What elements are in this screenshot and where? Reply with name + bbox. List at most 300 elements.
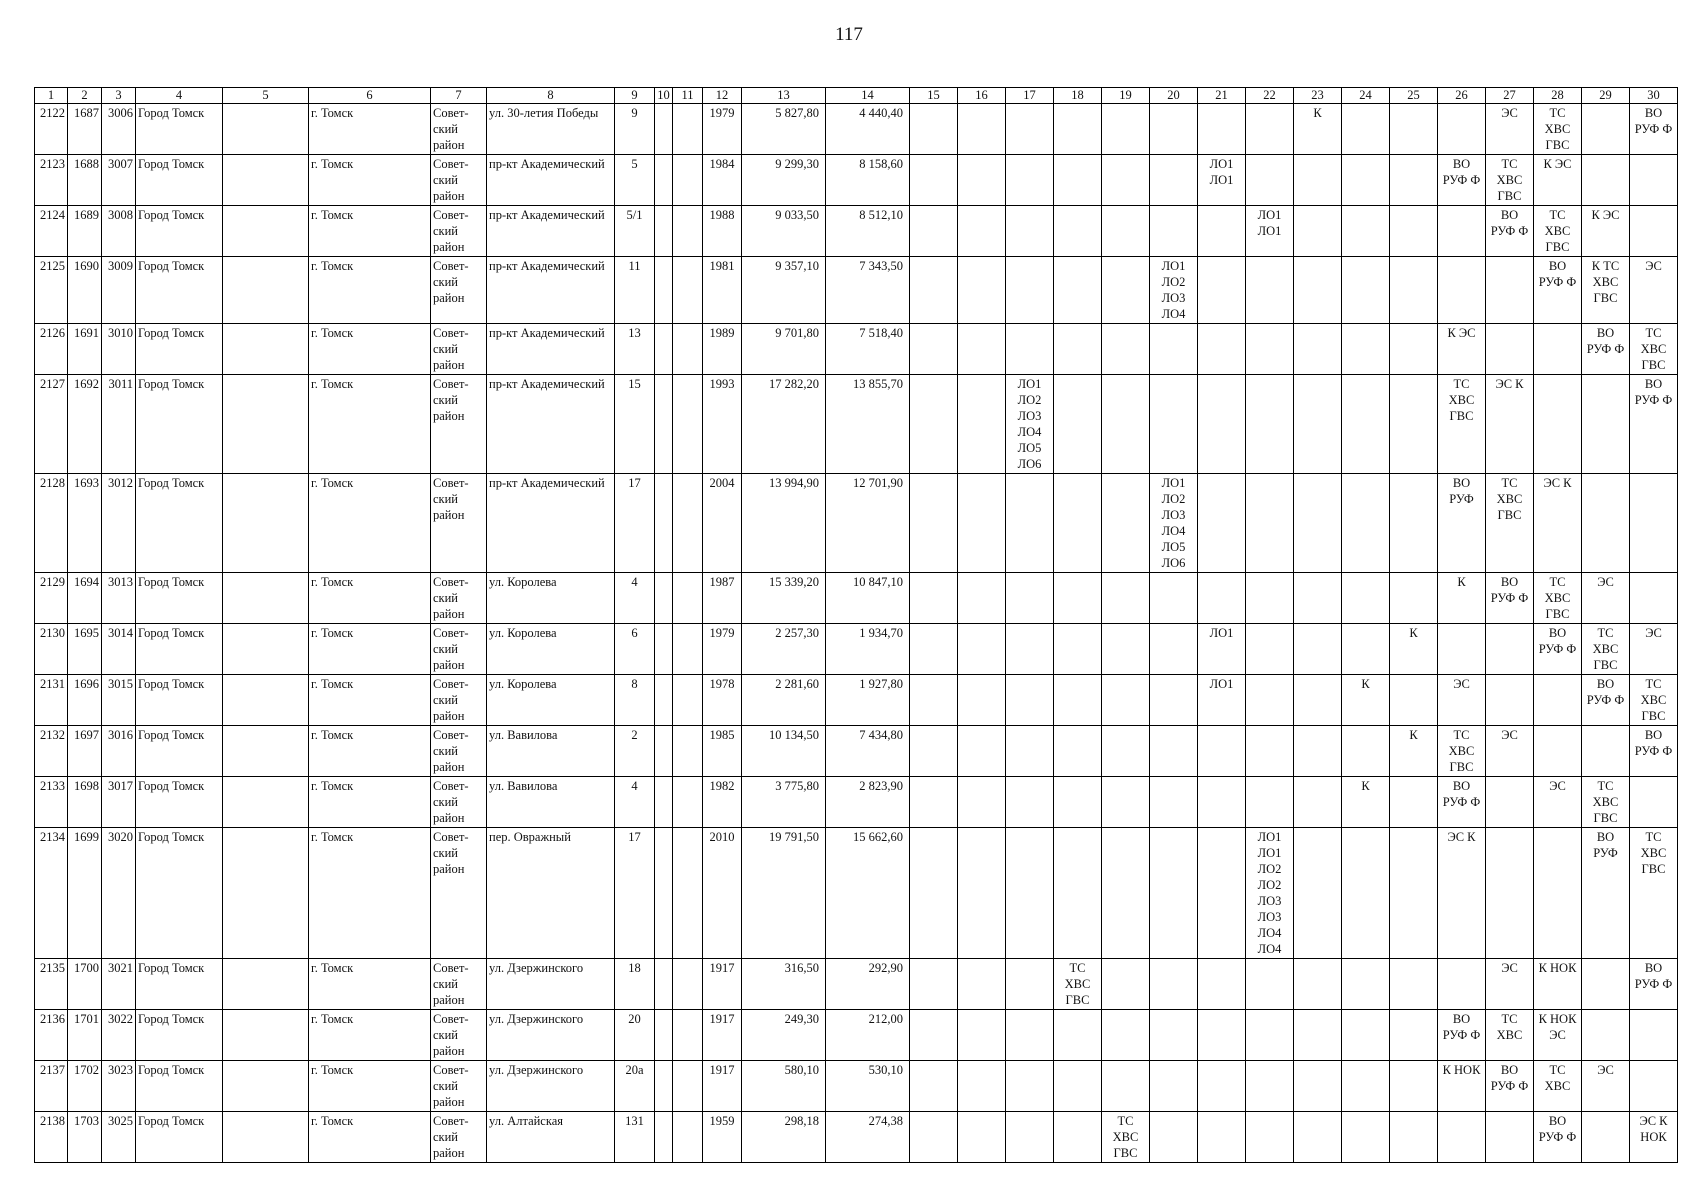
street-cell: ул. 30-летия Победы [487, 104, 615, 155]
total-area-cell: 17 282,20 [742, 375, 826, 474]
column-header-14: 14 [826, 88, 910, 104]
work-col-20-cell [1150, 104, 1198, 155]
table-row [35, 474, 1678, 573]
work-col-29-cell [1582, 104, 1630, 155]
column-header-2: 2 [68, 88, 102, 104]
row-number-cell: 2135 [35, 959, 68, 1010]
work-col-15-cell [910, 155, 958, 206]
work-col-30-cell: ЭС К НОК [1630, 1112, 1678, 1163]
column-header-9: 9 [615, 88, 655, 104]
municipality-cell: Город Томск [136, 573, 223, 624]
col-11-cell [673, 104, 703, 155]
work-col-26-cell: К НОК [1438, 1061, 1486, 1112]
work-col-23-cell: К [1294, 104, 1342, 155]
work-col-18-cell [1054, 573, 1102, 624]
work-col-16-cell [958, 959, 1006, 1010]
house-number-cell: 2 [615, 726, 655, 777]
work-col-18-cell [1054, 1112, 1102, 1163]
work-col-16-cell [958, 155, 1006, 206]
col-11-cell [673, 324, 703, 375]
col-11-cell [673, 1061, 703, 1112]
column-header-7: 7 [431, 88, 487, 104]
locality-cell: г. Томск [309, 1010, 431, 1061]
work-col-28-cell [1534, 828, 1582, 959]
municipality-cell: Город Томск [136, 828, 223, 959]
col-10-cell [655, 828, 673, 959]
table-row [35, 375, 1678, 474]
municipality-cell: Город Томск [136, 777, 223, 828]
column-header-30: 30 [1630, 88, 1678, 104]
col-11-cell [673, 474, 703, 573]
locality-cell: г. Томск [309, 1112, 431, 1163]
col-10-cell [655, 959, 673, 1010]
work-col-26-cell: ЭС [1438, 675, 1486, 726]
col-11-cell [673, 675, 703, 726]
work-col-21-cell [1198, 573, 1246, 624]
total-area-cell: 249,30 [742, 1010, 826, 1061]
work-col-30-cell: ВО РУФ Ф [1630, 726, 1678, 777]
living-area-cell: 13 855,70 [826, 375, 910, 474]
object-number-cell: 1687 [68, 104, 102, 155]
work-col-26-cell: ВО РУФ Ф [1438, 1010, 1486, 1061]
district-cell: Совет- ский район [431, 777, 487, 828]
work-col-17-cell [1006, 777, 1054, 828]
work-col-17-cell [1006, 206, 1054, 257]
house-number-cell: 5/1 [615, 206, 655, 257]
work-col-26-cell [1438, 1112, 1486, 1163]
record-id-cell: 3022 [102, 1010, 136, 1061]
district-cell: Совет- ский район [431, 726, 487, 777]
work-col-21-cell [1198, 324, 1246, 375]
district-cell: Совет- ский район [431, 206, 487, 257]
object-number-cell: 1690 [68, 257, 102, 324]
work-col-23-cell [1294, 777, 1342, 828]
work-col-19-cell [1102, 155, 1150, 206]
work-col-30-cell [1630, 474, 1678, 573]
municipality-cell: Город Томск [136, 155, 223, 206]
row-number-cell: 2138 [35, 1112, 68, 1163]
table-row [35, 777, 1678, 828]
record-id-cell: 3011 [102, 375, 136, 474]
work-col-15-cell [910, 675, 958, 726]
year-built-cell: 1979 [703, 104, 742, 155]
work-col-28-cell: ВО РУФ Ф [1534, 257, 1582, 324]
work-col-21-cell [1198, 959, 1246, 1010]
col-11-cell [673, 573, 703, 624]
work-col-22-cell [1246, 324, 1294, 375]
total-area-cell: 10 134,50 [742, 726, 826, 777]
work-col-19-cell [1102, 959, 1150, 1010]
work-col-24-cell [1342, 959, 1390, 1010]
work-col-29-cell: ТС ХВС ГВС [1582, 777, 1630, 828]
work-col-23-cell [1294, 324, 1342, 375]
work-col-28-cell [1534, 675, 1582, 726]
work-col-30-cell [1630, 777, 1678, 828]
row-number-cell: 2125 [35, 257, 68, 324]
work-col-26-cell [1438, 104, 1486, 155]
work-col-19-cell [1102, 573, 1150, 624]
column-header-21: 21 [1198, 88, 1246, 104]
work-col-24-cell [1342, 726, 1390, 777]
work-col-29-cell [1582, 375, 1630, 474]
street-cell: ул. Королева [487, 624, 615, 675]
year-built-cell: 1993 [703, 375, 742, 474]
work-col-16-cell [958, 257, 1006, 324]
work-col-22-cell [1246, 474, 1294, 573]
settlement-type-cell [223, 1061, 309, 1112]
record-id-cell: 3021 [102, 959, 136, 1010]
house-number-cell: 17 [615, 828, 655, 959]
column-header-10: 10 [655, 88, 673, 104]
settlement-type-cell [223, 959, 309, 1010]
locality-cell: г. Томск [309, 155, 431, 206]
object-number-cell: 1689 [68, 206, 102, 257]
work-col-29-cell: ЭС [1582, 573, 1630, 624]
year-built-cell: 1985 [703, 726, 742, 777]
work-col-19-cell [1102, 104, 1150, 155]
work-col-18-cell [1054, 828, 1102, 959]
row-number-cell: 2133 [35, 777, 68, 828]
work-col-27-cell [1486, 257, 1534, 324]
work-col-30-cell [1630, 1010, 1678, 1061]
work-col-17-cell [1006, 257, 1054, 324]
col-11-cell [673, 959, 703, 1010]
work-col-24-cell: К [1342, 777, 1390, 828]
work-col-27-cell [1486, 675, 1534, 726]
work-col-18-cell [1054, 1010, 1102, 1061]
settlement-type-cell [223, 104, 309, 155]
work-col-17-cell [1006, 104, 1054, 155]
work-col-29-cell: ВО РУФ Ф [1582, 675, 1630, 726]
work-col-18-cell: ТС ХВС ГВС [1054, 959, 1102, 1010]
table-row [35, 257, 1678, 324]
work-col-21-cell [1198, 777, 1246, 828]
work-col-17-cell [1006, 155, 1054, 206]
work-col-18-cell [1054, 474, 1102, 573]
work-col-30-cell: ТС ХВС ГВС [1630, 828, 1678, 959]
row-number-cell: 2128 [35, 474, 68, 573]
work-col-27-cell [1486, 1112, 1534, 1163]
work-col-15-cell [910, 206, 958, 257]
work-col-16-cell [958, 726, 1006, 777]
work-col-25-cell: К [1390, 726, 1438, 777]
work-col-27-cell [1486, 324, 1534, 375]
street-cell: пр-кт Академический [487, 155, 615, 206]
page-number: 117 [835, 24, 863, 45]
column-header-29: 29 [1582, 88, 1630, 104]
living-area-cell: 530,10 [826, 1061, 910, 1112]
settlement-type-cell [223, 324, 309, 375]
house-number-cell: 20а [615, 1061, 655, 1112]
col-10-cell [655, 206, 673, 257]
work-col-26-cell: К ЭС [1438, 324, 1486, 375]
house-number-cell: 8 [615, 675, 655, 726]
work-col-27-cell [1486, 828, 1534, 959]
living-area-cell: 292,90 [826, 959, 910, 1010]
work-col-16-cell [958, 573, 1006, 624]
work-col-27-cell: ТС ХВС ГВС [1486, 474, 1534, 573]
work-col-16-cell [958, 624, 1006, 675]
settlement-type-cell [223, 474, 309, 573]
work-col-26-cell: ВО РУФ [1438, 474, 1486, 573]
work-col-21-cell: ЛО1 ЛО1 [1198, 155, 1246, 206]
object-number-cell: 1703 [68, 1112, 102, 1163]
work-col-22-cell [1246, 726, 1294, 777]
work-col-28-cell [1534, 726, 1582, 777]
street-cell: ул. Вавилова [487, 777, 615, 828]
street-cell: ул. Алтайская [487, 1112, 615, 1163]
work-col-19-cell [1102, 474, 1150, 573]
total-area-cell: 2 281,60 [742, 675, 826, 726]
locality-cell: г. Томск [309, 959, 431, 1010]
work-col-15-cell [910, 1061, 958, 1112]
living-area-cell: 2 823,90 [826, 777, 910, 828]
street-cell: ул. Вавилова [487, 726, 615, 777]
record-id-cell: 3007 [102, 155, 136, 206]
municipality-cell: Город Томск [136, 1061, 223, 1112]
work-col-28-cell: ТС ХВС ГВС [1534, 206, 1582, 257]
object-number-cell: 1700 [68, 959, 102, 1010]
row-number-cell: 2132 [35, 726, 68, 777]
work-col-28-cell: ВО РУФ Ф [1534, 624, 1582, 675]
house-number-cell: 4 [615, 777, 655, 828]
work-col-22-cell [1246, 959, 1294, 1010]
col-10-cell [655, 624, 673, 675]
record-id-cell: 3013 [102, 573, 136, 624]
work-col-17-cell: ЛО1 ЛО2 ЛО3 ЛО4 ЛО5 ЛО6 [1006, 375, 1054, 474]
table-row [35, 726, 1678, 777]
object-number-cell: 1691 [68, 324, 102, 375]
municipality-cell: Город Томск [136, 324, 223, 375]
col-11-cell [673, 1010, 703, 1061]
work-col-17-cell [1006, 573, 1054, 624]
living-area-cell: 1 934,70 [826, 624, 910, 675]
work-col-23-cell [1294, 1061, 1342, 1112]
work-col-24-cell [1342, 474, 1390, 573]
work-col-18-cell [1054, 155, 1102, 206]
work-col-15-cell [910, 828, 958, 959]
year-built-cell: 1917 [703, 959, 742, 1010]
work-col-25-cell [1390, 474, 1438, 573]
work-col-17-cell [1006, 1010, 1054, 1061]
work-col-29-cell [1582, 1112, 1630, 1163]
work-col-23-cell [1294, 959, 1342, 1010]
living-area-cell: 7 343,50 [826, 257, 910, 324]
record-id-cell: 3016 [102, 726, 136, 777]
work-col-30-cell: ВО РУФ Ф [1630, 959, 1678, 1010]
street-cell: пр-кт Академический [487, 257, 615, 324]
work-col-25-cell [1390, 257, 1438, 324]
year-built-cell: 1989 [703, 324, 742, 375]
record-id-cell: 3015 [102, 675, 136, 726]
work-col-20-cell [1150, 828, 1198, 959]
settlement-type-cell [223, 257, 309, 324]
work-col-27-cell: ВО РУФ Ф [1486, 206, 1534, 257]
column-header-22: 22 [1246, 88, 1294, 104]
column-number-header-row [35, 88, 1678, 104]
work-col-25-cell [1390, 675, 1438, 726]
work-col-20-cell [1150, 675, 1198, 726]
work-col-22-cell [1246, 257, 1294, 324]
work-col-20-cell: ЛО1 ЛО2 ЛО3 ЛО4 [1150, 257, 1198, 324]
work-col-22-cell [1246, 573, 1294, 624]
col-10-cell [655, 573, 673, 624]
work-col-18-cell [1054, 257, 1102, 324]
work-col-15-cell [910, 1010, 958, 1061]
work-col-20-cell [1150, 155, 1198, 206]
row-number-cell: 2124 [35, 206, 68, 257]
district-cell: Совет- ский район [431, 104, 487, 155]
year-built-cell: 1982 [703, 777, 742, 828]
table-row [35, 828, 1678, 959]
living-area-cell: 7 518,40 [826, 324, 910, 375]
work-col-16-cell [958, 828, 1006, 959]
column-header-15: 15 [910, 88, 958, 104]
settlement-type-cell [223, 1112, 309, 1163]
work-col-18-cell [1054, 104, 1102, 155]
work-col-23-cell [1294, 573, 1342, 624]
locality-cell: г. Томск [309, 104, 431, 155]
work-col-25-cell [1390, 1112, 1438, 1163]
row-number-cell: 2126 [35, 324, 68, 375]
living-area-cell: 12 701,90 [826, 474, 910, 573]
work-col-25-cell [1390, 959, 1438, 1010]
column-header-19: 19 [1102, 88, 1150, 104]
work-col-19-cell [1102, 206, 1150, 257]
work-col-17-cell [1006, 828, 1054, 959]
work-col-24-cell [1342, 324, 1390, 375]
record-id-cell: 3025 [102, 1112, 136, 1163]
work-col-23-cell [1294, 675, 1342, 726]
work-col-28-cell: ВО РУФ Ф [1534, 1112, 1582, 1163]
locality-cell: г. Томск [309, 777, 431, 828]
district-cell: Совет- ский район [431, 155, 487, 206]
work-col-21-cell [1198, 1112, 1246, 1163]
work-col-22-cell [1246, 104, 1294, 155]
work-col-26-cell [1438, 206, 1486, 257]
house-number-cell: 5 [615, 155, 655, 206]
col-10-cell [655, 474, 673, 573]
work-col-25-cell [1390, 828, 1438, 959]
table-row [35, 624, 1678, 675]
col-10-cell [655, 155, 673, 206]
year-built-cell: 1917 [703, 1061, 742, 1112]
total-area-cell: 9 033,50 [742, 206, 826, 257]
work-col-19-cell [1102, 257, 1150, 324]
column-header-11: 11 [673, 88, 703, 104]
col-11-cell [673, 257, 703, 324]
work-col-29-cell: ВО РУФ Ф [1582, 324, 1630, 375]
work-col-24-cell [1342, 257, 1390, 324]
living-area-cell: 15 662,60 [826, 828, 910, 959]
column-header-5: 5 [223, 88, 309, 104]
column-header-16: 16 [958, 88, 1006, 104]
work-col-28-cell [1534, 324, 1582, 375]
col-10-cell [655, 104, 673, 155]
work-col-25-cell [1390, 777, 1438, 828]
column-header-20: 20 [1150, 88, 1198, 104]
municipality-cell: Город Томск [136, 375, 223, 474]
work-col-17-cell [1006, 624, 1054, 675]
district-cell: Совет- ский район [431, 474, 487, 573]
work-col-27-cell: ТС ХВС ГВС [1486, 155, 1534, 206]
work-col-19-cell: ТС ХВС ГВС [1102, 1112, 1150, 1163]
row-number-cell: 2136 [35, 1010, 68, 1061]
year-built-cell: 1981 [703, 257, 742, 324]
living-area-cell: 274,38 [826, 1112, 910, 1163]
year-built-cell: 1987 [703, 573, 742, 624]
record-id-cell: 3010 [102, 324, 136, 375]
municipality-cell: Город Томск [136, 206, 223, 257]
year-built-cell: 2010 [703, 828, 742, 959]
record-id-cell: 3017 [102, 777, 136, 828]
municipality-cell: Город Томск [136, 959, 223, 1010]
object-number-cell: 1695 [68, 624, 102, 675]
work-col-19-cell [1102, 375, 1150, 474]
settlement-type-cell [223, 206, 309, 257]
col-10-cell [655, 777, 673, 828]
table-row [35, 1010, 1678, 1061]
work-col-26-cell: ТС ХВС ГВС [1438, 375, 1486, 474]
street-cell: пр-кт Академический [487, 206, 615, 257]
work-col-20-cell [1150, 324, 1198, 375]
settlement-type-cell [223, 155, 309, 206]
work-col-29-cell: К ЭС [1582, 206, 1630, 257]
column-header-6: 6 [309, 88, 431, 104]
district-cell: Совет- ский район [431, 324, 487, 375]
work-col-16-cell [958, 206, 1006, 257]
work-col-21-cell [1198, 1010, 1246, 1061]
work-col-30-cell [1630, 206, 1678, 257]
district-cell: Совет- ский район [431, 675, 487, 726]
work-col-26-cell: ВО РУФ Ф [1438, 777, 1486, 828]
district-cell: Совет- ский район [431, 1112, 487, 1163]
locality-cell: г. Томск [309, 573, 431, 624]
living-area-cell: 212,00 [826, 1010, 910, 1061]
work-col-29-cell [1582, 155, 1630, 206]
row-number-cell: 2123 [35, 155, 68, 206]
record-id-cell: 3008 [102, 206, 136, 257]
table-row [35, 324, 1678, 375]
work-col-23-cell [1294, 375, 1342, 474]
house-number-cell: 4 [615, 573, 655, 624]
house-number-cell: 6 [615, 624, 655, 675]
work-col-20-cell [1150, 375, 1198, 474]
municipality-cell: Город Томск [136, 675, 223, 726]
col-10-cell [655, 1112, 673, 1163]
work-col-24-cell [1342, 828, 1390, 959]
col-11-cell [673, 375, 703, 474]
work-col-20-cell [1150, 1112, 1198, 1163]
settlement-type-cell [223, 726, 309, 777]
work-col-17-cell [1006, 1112, 1054, 1163]
work-col-29-cell [1582, 474, 1630, 573]
work-col-24-cell [1342, 375, 1390, 474]
work-col-24-cell [1342, 206, 1390, 257]
total-area-cell: 580,10 [742, 1061, 826, 1112]
total-area-cell: 298,18 [742, 1112, 826, 1163]
work-col-15-cell [910, 324, 958, 375]
work-col-21-cell [1198, 257, 1246, 324]
work-col-18-cell [1054, 777, 1102, 828]
work-col-27-cell: ЭС [1486, 726, 1534, 777]
locality-cell: г. Томск [309, 474, 431, 573]
work-col-30-cell: ТС ХВС ГВС [1630, 675, 1678, 726]
work-col-17-cell [1006, 959, 1054, 1010]
work-col-30-cell: ВО РУФ Ф [1630, 104, 1678, 155]
house-number-cell: 20 [615, 1010, 655, 1061]
work-col-17-cell [1006, 474, 1054, 573]
